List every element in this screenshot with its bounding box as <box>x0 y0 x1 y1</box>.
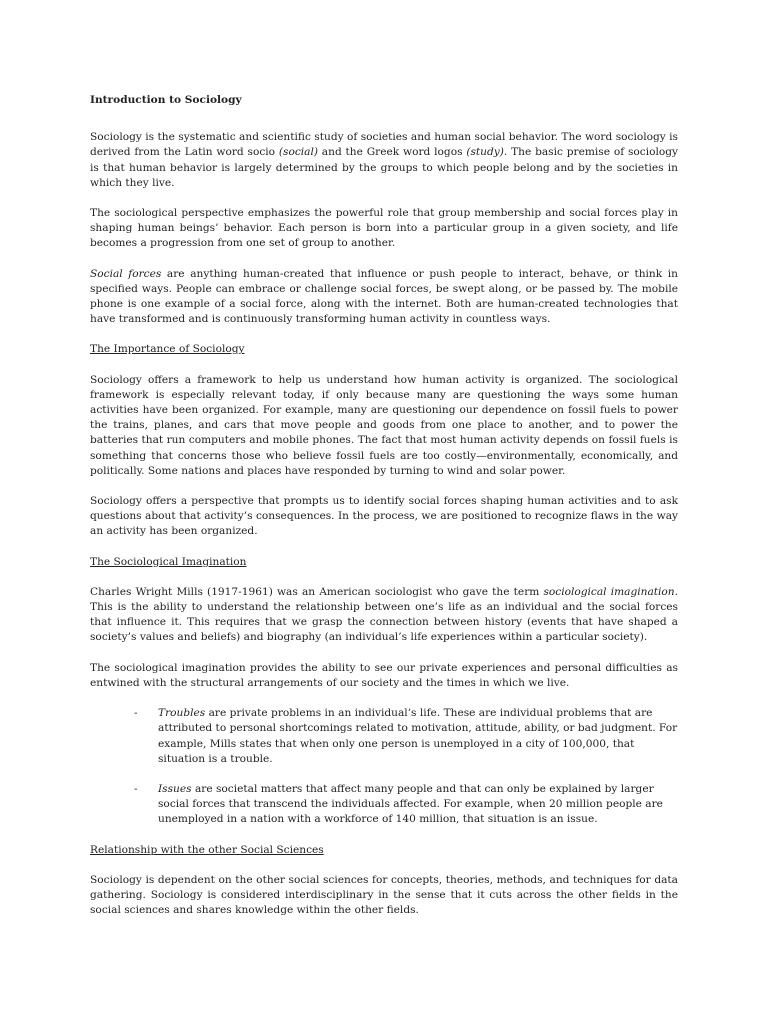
section-heading-imagination: The Sociological Imagination <box>90 555 247 568</box>
document-page <box>90 93 678 933</box>
text-run: This is the ability to understand the relationship between one’s life as an individual and the social forces that influence it. This requires that we grasp the connection between history (events that have shaped a society’s values and beliefs) and biography (an individual’s life experiences within a particular society). <box>90 601 678 644</box>
text-run: are anything human-created that influence or push people to interact, behave, or think in specified ways. People can embrace or challenge social forces, be swept along, or be passed by. The mobile phone is one example of a social force, along with the internet. Both are human-created technologies that have transformed and is continuously transforming human activity in countless ways. <box>90 267 678 326</box>
text-run: and the Greek word logos <box>317 146 467 159</box>
italic-term-issues: Issues <box>158 782 192 795</box>
paragraph-perspective-prompts: Sociology offers a perspective that prompts us to identify social forces shaping human activities and to ask questions about that activity’s consequences. In the process, we are positioned to recognize flaws in the way an activity has been organized. <box>90 495 678 538</box>
paragraph-interdisciplinary: Sociology is dependent on the other social sciences for concepts, theories, methods, and techniques for data gathering. Sociology is considered interdisciplinary in the sense that it cuts across the other fields in the social sciences and shares knowledge within the other fields. <box>90 873 678 917</box>
section-heading-importance: The Importance of Sociology <box>90 343 245 356</box>
text-run: are societal matters that affect many people and that can only be explained by larger social forces that transcend the individuals affected. For example, when 20 million people are unemployed in a nation with a workforce of 140 million, that situation is an issue. <box>158 782 663 826</box>
text-run: Sociology is the systematic and scientific study of societies and human social behavior. The word sociology is derived from the Latin word socio <box>90 131 678 159</box>
bullet-dash: - <box>134 782 138 795</box>
italic-term-social-forces: Social forces <box>90 267 162 280</box>
document-title: Introduction to Sociology <box>90 94 242 106</box>
italic-term-sociological-imagination: sociological imagination. <box>543 585 678 598</box>
text-run: are private problems in an individual’s life. These are individual problems that are attributed to personal shortcomings related to motivation, attitude, ability, or bad judgment. For example, Mills states that when only one person is unemployed in a city of 100,000, that situation is a trouble. <box>158 707 678 765</box>
italic-term-social: (social) <box>278 146 318 159</box>
text-run: Charles Wright Mills (1917-1961) was an American sociologist who gave the term <box>90 585 544 598</box>
list-item-issues <box>90 782 678 828</box>
paragraph-framework: Sociology offers a framework to help us understand how human activity is organized. The sociological framework is especially relevant today, if only because many are questioning the ways some human activities have been organized. For example, many are questioning our dependence on fossil fuels to power the trains, planes, and cars that move people and goods from one place to another, and to power the batteries that run computers and mobile phones. The fact that most human activity depends on fossil fuels is something that concerns those who believe fossil fuels are too costly—environmentally, economically, and politically. Some nations and places have responded by turning to wind and solar power. <box>90 373 678 477</box>
section-heading-relationship: Relationship with the other Social Sciences <box>90 843 324 856</box>
list-item-troubles <box>90 706 678 767</box>
paragraph-imagination-ability: The sociological imagination provides the ability to see our private experiences and personal difficulties as entwined with the structural arrangements of our society and the times in which we live. <box>90 661 678 689</box>
paragraph-definition <box>90 130 678 191</box>
italic-term-study: (study). <box>466 146 508 159</box>
italic-term-troubles: Troubles <box>158 707 206 720</box>
bullet-dash: - <box>134 707 138 720</box>
paragraph-perspective: The sociological perspective emphasizes the powerful role that group membership and social forces play in shaping human beings’ behavior. Each person is born into a particular group in a given society, and life becomes a progression from one set of group to another. <box>90 207 678 250</box>
paragraph-social-forces <box>90 267 678 328</box>
paragraph-mills <box>90 585 678 646</box>
bullet-list <box>90 706 678 827</box>
text-run: The basic premise of sociology is that human behavior is largely determined by the groups to which people belong and by the societies in which they live. <box>90 146 678 189</box>
